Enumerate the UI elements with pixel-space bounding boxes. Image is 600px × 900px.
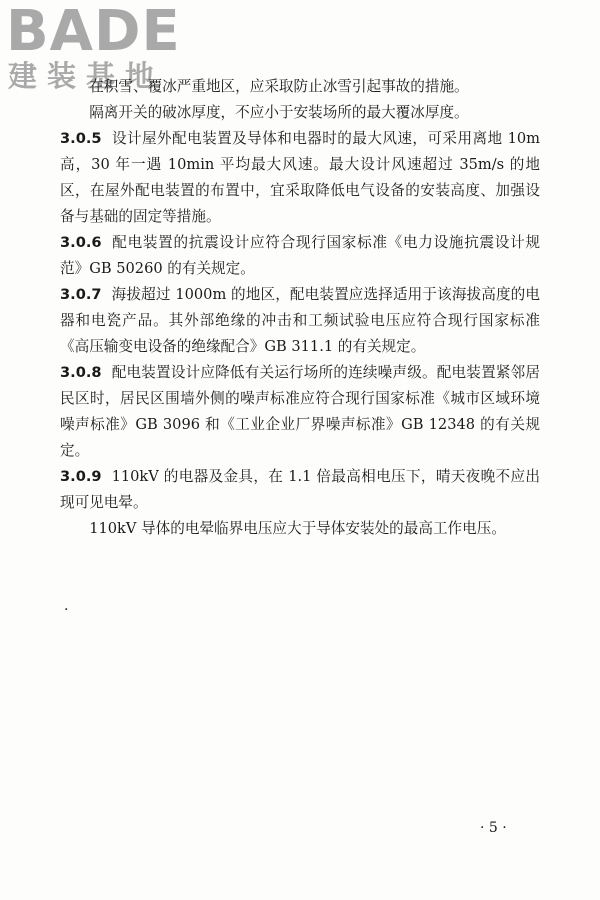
clause-number: 3.0.6 (60, 234, 102, 251)
clause-number: 3.0.8 (60, 364, 102, 381)
clause-3-0-8 (60, 360, 540, 464)
document-body (60, 74, 540, 542)
clause-text: 设计屋外配电装置及导体和电器时的最大风速，可采用离地 10m 高，30 年一遇 10min 平均最大风速。最大设计风速超过 35m/s 的地区，在屋外配电装置的布置中，宜采取降低电气设备的安装高度、加强设备与基础的固定等措施。 (60, 130, 540, 225)
paragraph (60, 100, 540, 126)
clause-number: 3.0.7 (60, 286, 102, 303)
paragraph (60, 74, 540, 100)
clause-number: 3.0.9 (60, 468, 102, 485)
clause-text: 配电装置的抗震设计应符合现行国家标准《电力设施抗震设计规范》GB 50260 的有关规定。 (60, 234, 540, 277)
paragraph (60, 516, 540, 542)
page-number: · 5 · (480, 820, 507, 836)
clause-3-0-6 (60, 230, 540, 282)
clause-3-0-5 (60, 126, 540, 230)
clause-number: 3.0.5 (60, 130, 102, 147)
clause-text: 配电装置设计应降低有关运行场所的连续噪声级。配电装置紧邻居民区时，居民区围墙外侧的噪声标准应符合现行国家标准《城市区域环境噪声标准》GB 3096 和《工业企业厂界噪声标准》GB 12348 的有关规定。 (60, 364, 540, 459)
logo-word: BADE (6, 0, 181, 64)
clause-3-0-7 (60, 282, 540, 360)
clause-text: 110kV 的电器及金具，在 1.1 倍最高相电压下，晴天夜晚不应出现可见电晕。 (60, 468, 540, 511)
stray-mark: . (64, 598, 69, 614)
clause-text: 海拔超过 1000m 的地区，配电装置应选择适用于该海拔高度的电器和电瓷产品。其外部绝缘的冲击和工频试验电压应符合现行国家标准《高压输变电设备的绝缘配合》GB 311.1 的有关规定。 (60, 286, 540, 355)
logo-subtitle: 建装基地 (8, 59, 165, 93)
paragraph-text: 隔离开关的破冰厚度，不应小于安装场所的最大覆冰厚度。 (89, 104, 469, 121)
clause-3-0-9 (60, 464, 540, 516)
paragraph-text: 110kV 导体的电晕临界电压应大于导体安装处的最高工作电压。 (89, 520, 506, 537)
paragraph-text: 在积雪、覆冰严重地区，应采取防止冰雪引起事故的措施。 (89, 78, 469, 95)
